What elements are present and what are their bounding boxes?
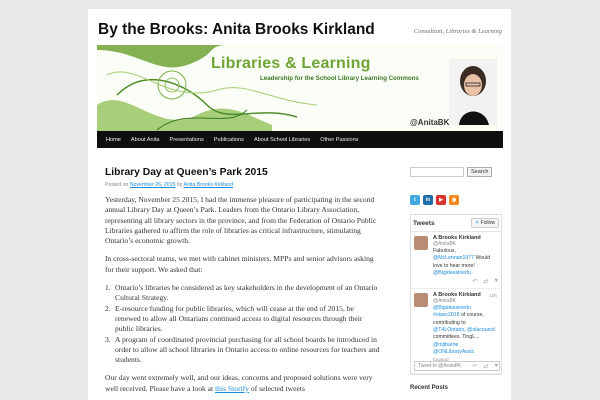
twitter-timeline: [410, 214, 502, 375]
nav-item-presentations[interactable]: Presentations: [169, 136, 204, 143]
page-wrapper: [88, 9, 511, 400]
header-banner: [97, 45, 503, 133]
youtube-icon[interactable]: ▶: [436, 195, 446, 205]
timeline-header: [411, 215, 501, 232]
main-navigation: [97, 131, 503, 148]
banner-handle: @AnitaBK: [410, 118, 450, 127]
tweet-author[interactable]: A Brooks Kirkland: [433, 235, 481, 241]
tweet-time[interactable]: 10h: [489, 293, 497, 299]
expand-link[interactable]: Expand: [433, 357, 449, 363]
reply-icon[interactable]: ↶: [472, 364, 478, 371]
tweet-text: [433, 248, 498, 277]
tweet-author[interactable]: A Brooks Kirkland: [433, 292, 481, 299]
tweet-mention-link[interactable]: @T4LOntario, @olacouncil: [433, 327, 496, 334]
meta-prefix: Posted on: [105, 182, 129, 188]
list-number: 3.: [105, 334, 111, 344]
social-icons: [410, 195, 504, 205]
tweet-mention-link[interactable]: @mjtbarrie @ONLibraryAssic: [433, 341, 475, 355]
banner-title: Libraries & Learning: [211, 55, 371, 72]
tweet-text-part: Fabulous,: [433, 248, 456, 254]
avatar[interactable]: [414, 236, 428, 250]
list-number: 1.: [105, 283, 111, 293]
request-list: [105, 283, 380, 365]
nav-item-publications[interactable]: Publications: [213, 136, 244, 143]
recent-posts-heading: Recent Posts: [410, 385, 449, 391]
nav-item-home[interactable]: Home: [106, 136, 121, 143]
tweet-compose-input[interactable]: Tweet to @AnitaBK: [414, 361, 500, 371]
follow-label: Follow: [480, 220, 495, 226]
meta-by: by: [176, 182, 183, 188]
sidebar: [410, 167, 504, 391]
nav-item-about-anita[interactable]: About Anita: [130, 136, 160, 143]
tweet-mention-link[interactable]: @McLennan1977: [433, 255, 475, 262]
tweet-handle: @AnitaBK: [433, 298, 457, 305]
tweet-text-part: Would love to hear more!: [433, 255, 491, 269]
paragraph-3-text: Our day went extremely well, and our ideas, concerns and proposed solutions were very well received. Please have a look at: [105, 373, 373, 393]
site-description: Consultant, Libraries & Learning: [413, 28, 502, 35]
tweet-actions: [433, 278, 498, 285]
timeline-title: Tweets: [413, 219, 435, 227]
retweet-icon[interactable]: ⇄: [483, 364, 489, 371]
post-body: [105, 195, 380, 394]
post-content: [105, 167, 380, 400]
tweet-mention-link[interactable]: @Bigideasinedu: [433, 269, 471, 276]
list-text: Ontario’s libraries be considered as key stakeholders in the development of an Ontario Cultural Strategy.: [115, 283, 378, 303]
banner-subtitle: Leadership for the School Library Learning Commons: [260, 75, 419, 82]
tweet-item: [411, 374, 501, 375]
avatar[interactable]: [414, 293, 428, 307]
site-title[interactable]: By the Brooks: Anita Brooks Kirkland: [98, 21, 375, 38]
storify-link[interactable]: this Storify: [215, 383, 250, 393]
search-form: [410, 167, 504, 177]
bird-icon: ✦: [474, 220, 480, 226]
list-text: A program of coordinated provincial purchasing for all school boards be introduced in order to allow all school libraries in Ontario access to online resources for teachers and students.: [115, 334, 380, 365]
tweet-handle: @AnitaBK: [433, 241, 457, 247]
list-item: [105, 335, 380, 366]
nav-item-about-school-libraries[interactable]: About School Libraries: [253, 136, 311, 143]
list-text: E-resource funding for public libraries, which will cease at the end of 2015, be renewed to allow all Ontarians continued access to digital resources through their public libraries.: [115, 303, 363, 334]
rss-icon[interactable]: ◉: [449, 195, 459, 205]
search-button[interactable]: Search: [467, 167, 492, 177]
nav-item-other-passions[interactable]: Other Passions: [320, 136, 359, 143]
post-meta: [105, 182, 380, 188]
tweet-text-part: of course, contributing to: [433, 312, 484, 326]
search-input[interactable]: [410, 167, 464, 177]
like-icon[interactable]: ♥: [494, 363, 498, 370]
linkedin-icon[interactable]: in: [423, 195, 433, 205]
tweet-text-part: committees. TingL...: [433, 334, 480, 341]
post-author-link[interactable]: Anita Brooks Kirkland: [183, 182, 234, 188]
follow-button[interactable]: [471, 218, 499, 228]
paragraph-2: In cross-sectoral teams, we met with cabinet ministers, MPPs and senior advisors asking for their support. We asked that:: [105, 254, 374, 274]
reply-icon[interactable]: ↶: [472, 279, 478, 286]
retweet-icon[interactable]: ⇄: [483, 279, 489, 286]
tweet-text: [433, 305, 498, 356]
post-title[interactable]: Library Day at Queen’s Park 2015: [105, 167, 268, 178]
paragraph-1: Yesterday, November 25 2015, I had the immense pleasure of participating in the second annual Library Day at Queen’s Park. Leaders from the Ontario Library Association, representing all library sectors in the province, and from the Federation of Ontario Public Libraries gathered to affirm the role of libraries as critical infrastructure, stimulating Ontario’s economic growth.: [105, 195, 377, 246]
post-date-link[interactable]: November 26, 2015: [129, 182, 176, 188]
like-icon[interactable]: ♥: [494, 278, 498, 285]
tweet-mention-link[interactable]: @Bigideasinedu #olasc2016: [433, 305, 471, 319]
twitter-icon[interactable]: t: [410, 195, 420, 205]
list-item: [105, 304, 380, 335]
list-item: [105, 283, 380, 304]
paragraph-3-tail: of selected tweets: [249, 383, 305, 393]
list-number: 2.: [105, 303, 111, 313]
tweet-item: [411, 232, 501, 289]
paragraph-3: [105, 373, 380, 394]
